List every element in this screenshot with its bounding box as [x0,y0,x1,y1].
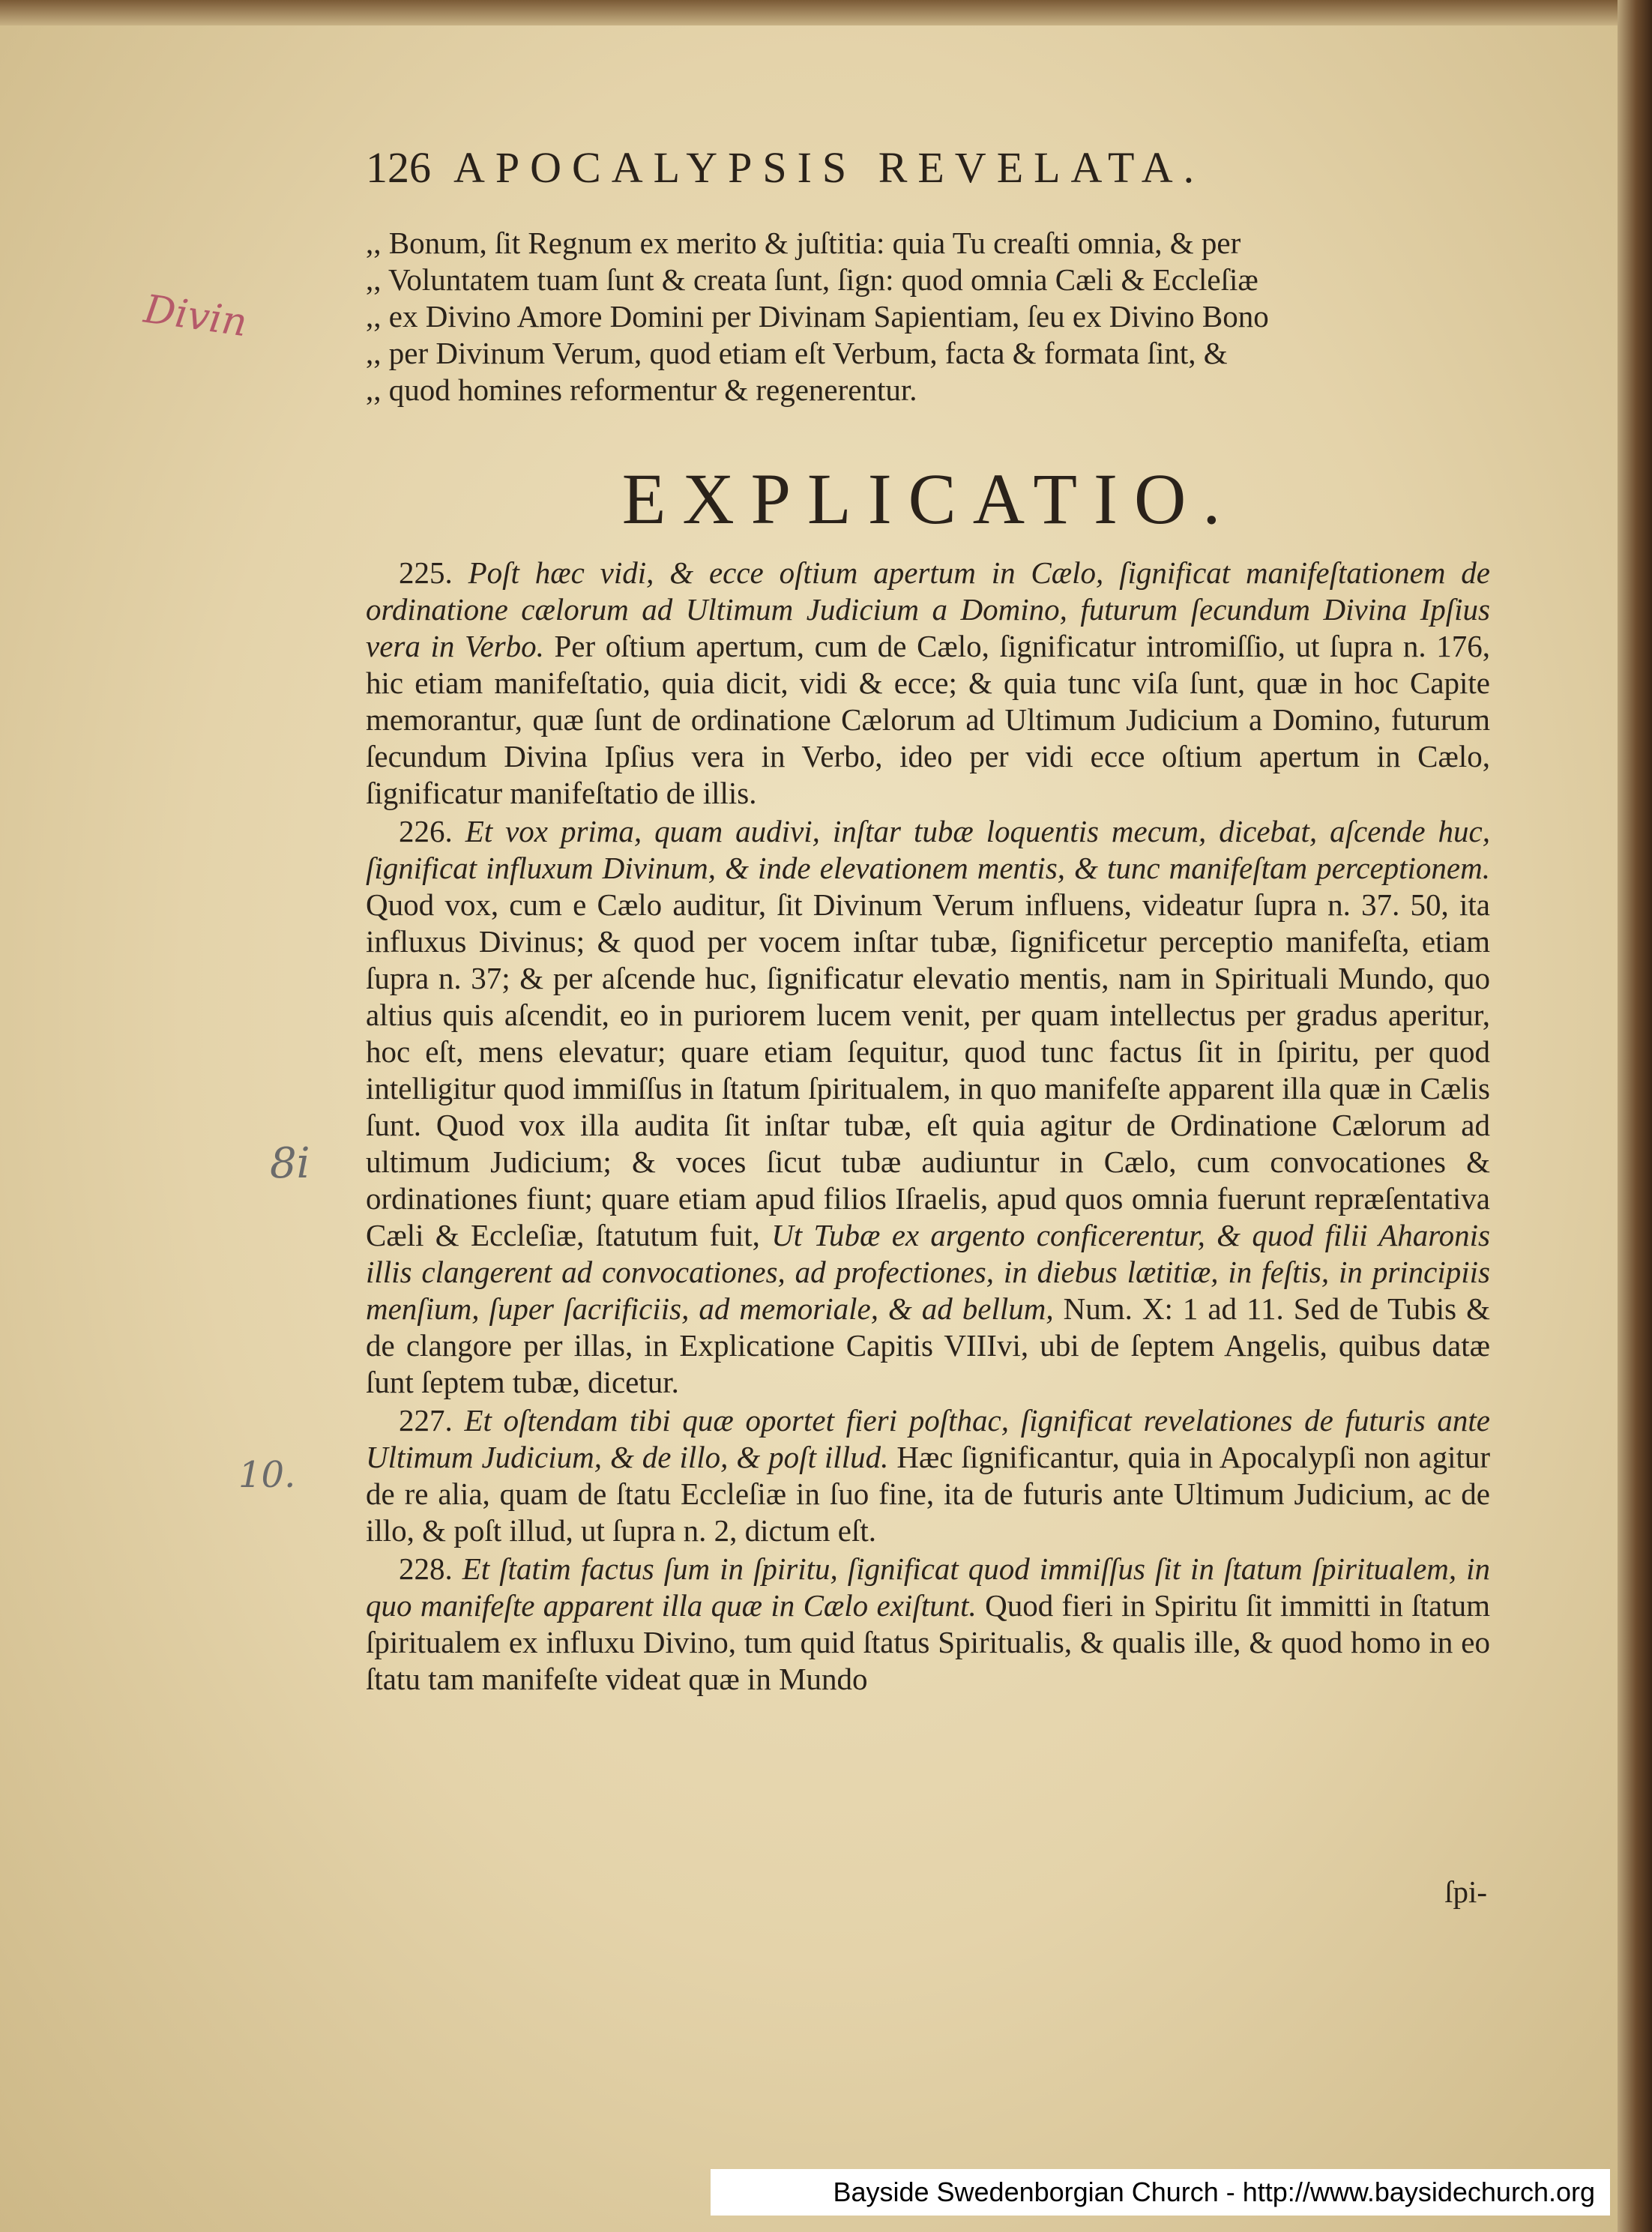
paragraph-citation: Ut Tubæ ex argento conficerentur, & quod filii Aharonis illis clangerent ad convocationes, ad profectiones, in diebus lætitiæ, in feſtis, in principiis menſium, ſuper ſacrificiis, ad memoriale, & ad bellum, [366,1218,1491,1326]
page-top-edge [0,0,1652,25]
quote-line: ,, per Divinum Verum, quod etiam eſt Verbum, facta & formata ſint, & [366,336,1228,370]
explication-body [366,555,1490,1699]
paragraph-text: Hæc ſignificantur, quia in Apocalypſi non agitur de re alia, quam de ſtatu Eccleſiæ in ſuo fine, ita de futuris ante Ultimum Judicium, ac de illo, & poſt illud, ut ſupra n. 2, dictum eſt. [366,1440,1490,1548]
paragraph-number: 226. [399,814,453,848]
quote-line: ,, Bonum, ſit Regnum ex merito & juſtitia: quia Tu creaſti omnia, & per [366,226,1241,260]
paragraph-227 [366,1402,1490,1549]
paragraph-number: 228. [399,1551,453,1586]
pencil-margin-mark: 8i [270,1139,310,1188]
paragraph-number: 225. [399,555,453,590]
paragraph-226 [366,813,1490,1401]
section-heading: EXPLICATIO. [621,459,1238,539]
paragraph-text: Quod fieri in Spiritu ſit immitti in ſtatum ſpiritualem ex influxu Divino, tum quid ſtatus Spiritualis, & qualis ille, & quod homo in eo ſtatu tam manifeſte videat quæ in Mundo [366,1588,1491,1696]
book-binding-edge [1618,0,1652,2232]
paragraph-lemma: Et ſtatim factus ſum in ſpiritu, ſignificat quod immiſſus ſit in ſtatum ſpiritualem, in quo manifeſte apparent illa quæ in Cælo exiſtunt. [366,1551,1490,1623]
pencil-margin-note: 10. [238,1454,296,1496]
quote-line: ,, quod homines reformentur & regenerentur. [366,372,917,407]
catchword: ſpi- [1444,1874,1487,1909]
paragraph-lemma: Poſt hæc vidi, & ecce oſtium apertum in Cælo, ſignificat manifeſtationem de ordinatione cælorum ad Ultimum Judicium a Domino, futurum ſecundum Divina Ipſius vera in Verbo. [366,555,1490,663]
paragraph-228 [366,1551,1490,1698]
paragraph-lemma: Et oſtendam tibi quæ oportet fieri poſthac, ſignificat revelationes de futuris ante Ultimum Judicium, & de illo, & poſt illud. [366,1403,1490,1474]
running-title: APOCALYPSIS REVELATA. [453,143,1205,192]
quotation-block [366,225,1490,408]
paragraph-text: Quod vox, cum e Cælo auditur, ſit Divinum Verum influens, videatur ſupra n. 37. 50, ita influxus Divinus; & quod per vocem inſtar tubæ, ſignificetur perceptio manifeſta, etiam ſupra n. 37; & per aſcende huc, ſignificatur elevatio mentis, nam in Spirituali Mundo, quo altius quis aſcendit, eo in puriorem lucem venit, per quam intellectus per gradus aperitur, hoc eſt, mens elevatur; quare etiam ſequitur, quod tunc factus ſit in ſpiritu, per quod intelligitur quod immiſſus in ſtatum ſpiritualem, in quo manifeſte apparent illa quæ in Cælis ſunt. Quod vox illa audita ſit inſtar tubæ, eſt quia agitur de Ordinatione Cælorum ad ultimum Judicium; & voces ſicut tubæ audiuntur in Cælo, cum convocationes & ordinationes fiunt; quare etiam apud filios Iſraelis, apud quos omnia fuerunt repræſentativa Cæli & Eccleſiæ, ſtatutum fuit, [366,887,1490,1252]
page-number: 126 [366,143,431,192]
paragraph-number: 227. [399,1403,453,1438]
paragraph-lemma: Et vox prima, quam audivi, inſtar tubæ loquentis mecum, dicebat, aſcende huc, ſignificat influxum Divinum, & inde elevationem mentis, & tunc manifeſtam perceptionem. [366,814,1491,885]
running-head [366,142,1445,202]
quote-line: ,, ex Divino Amore Domini per Divinam Sapientiam, ſeu ex Divino Bono [366,299,1269,334]
paragraph-text: Num. X: 1 ad 11. Sed de Tubis & de clangore per illas, in Explicatione Capitis VIIIvi, ubi de ſeptem Angelis, quibus datæ ſunt ſeptem tubæ, dicetur. [366,1291,1491,1399]
watermark-footer: Bayside Swedenborgian Church - http://www.baysidechurch.org [711,2169,1610,2216]
paragraph-225 [366,555,1490,812]
quote-line: ,, Voluntatem tuam ſunt & creata ſunt, ſign: quod omnia Cæli & Eccleſiæ [366,262,1258,297]
paragraph-text: Per oſtium apertum, cum de Cælo, ſignificatur intromiſſio, ut ſupra n. 176, hic etiam manifeſtatio, quia dicit, vidi & ecce; & quia tunc viſa ſunt, quæ in hoc Capite memorantur, quæ ſunt de ordinatione Cælorum ad Ultimum Judicium a Domino, futurum ſecundum Divina Ipſius vera in Verbo, ideo per vidi ecce oſtium apertum in Cælo, ſignificatur manifeſtatio de illis. [366,629,1490,810]
red-handwritten-note: Divin [141,286,250,346]
